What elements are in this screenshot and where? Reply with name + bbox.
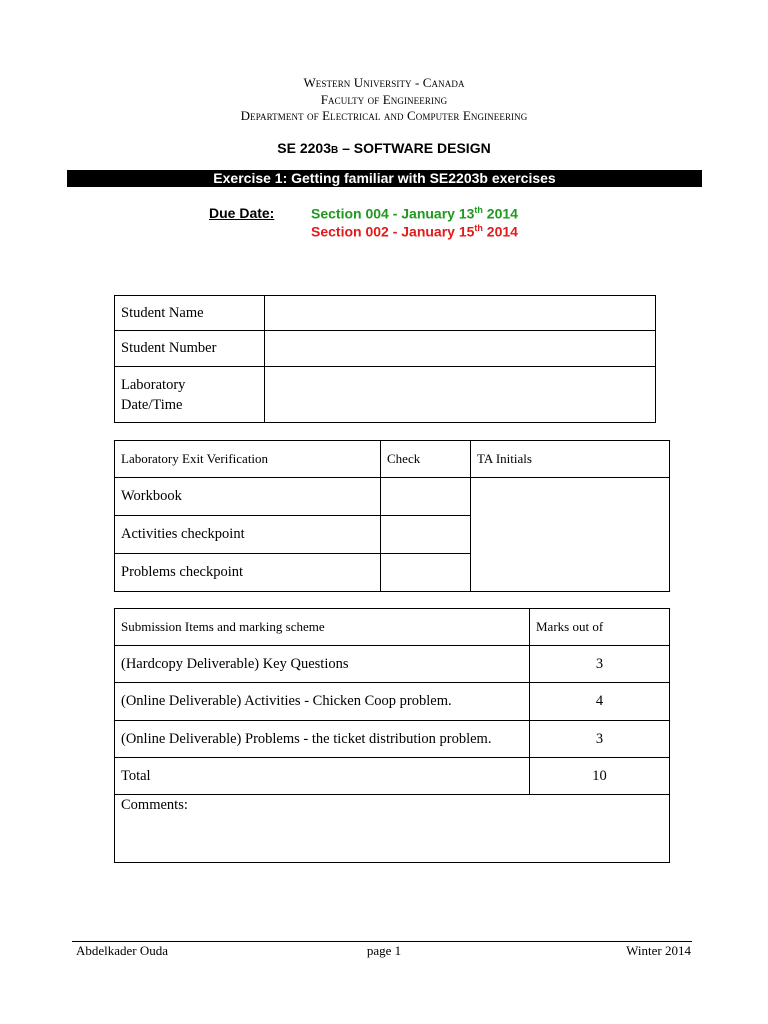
exit-header-item: Laboratory Exit Verification xyxy=(115,441,381,478)
exit-header-ta: TA Initials xyxy=(471,441,670,478)
student-number-label: Student Number xyxy=(115,331,265,367)
exit-row-workbook: Workbook xyxy=(115,478,381,516)
exit-row-problems: Problems checkpoint xyxy=(115,554,381,592)
course-code-suffix: B xyxy=(331,145,339,156)
comments-label: Comments: xyxy=(121,797,188,813)
footer-term: Winter 2014 xyxy=(626,943,691,958)
due-section-004-year: 2014 xyxy=(482,205,518,222)
student-name-field[interactable] xyxy=(265,296,656,331)
due-section-004-sup: th xyxy=(474,205,483,215)
marking-marks: 3 xyxy=(530,646,670,683)
due-date-label: Due Date: xyxy=(209,205,275,221)
course-name: – SOFTWARE DESIGN xyxy=(338,140,491,156)
footer-author: Abdelkader Ouda xyxy=(76,943,169,958)
student-info-table xyxy=(114,295,656,423)
comments-field[interactable] xyxy=(115,795,670,863)
student-number-field[interactable] xyxy=(265,331,656,367)
student-name-label: Student Name xyxy=(115,296,265,331)
due-section-002-year: 2014 xyxy=(482,223,518,240)
footer-page-number: page 1 xyxy=(366,943,402,958)
lab-datetime-field[interactable] xyxy=(265,367,656,423)
exit-verification-table xyxy=(114,440,670,592)
marking-item: (Online Deliverable) Activities - Chicken Coop problem. xyxy=(115,683,530,721)
marking-total-marks: 10 xyxy=(530,758,670,795)
due-section-004 xyxy=(311,205,518,222)
exit-header-check: Check xyxy=(381,441,471,478)
marking-marks: 3 xyxy=(530,721,670,758)
course-code: SE 2203 xyxy=(277,140,331,156)
due-section-002 xyxy=(311,223,518,240)
header-department: Department of Electrical and Computer Engineering xyxy=(240,108,528,123)
due-section-002-sup: th xyxy=(474,223,483,233)
marking-header-items: Submission Items and marking scheme xyxy=(115,609,530,646)
exit-check-activities[interactable] xyxy=(381,516,471,554)
marking-item: (Online Deliverable) Problems - the ticket distribution problem. xyxy=(115,721,530,758)
course-title xyxy=(0,140,768,156)
marking-total-label: Total xyxy=(115,758,530,795)
marking-scheme-table xyxy=(114,608,670,863)
footer-rule xyxy=(72,941,692,942)
header-faculty: Faculty of Engineering xyxy=(320,92,448,107)
marking-header-marks: Marks out of xyxy=(530,609,670,646)
exit-row-activities: Activities checkpoint xyxy=(115,516,381,554)
ta-initials-field[interactable] xyxy=(471,478,670,592)
exit-check-workbook[interactable] xyxy=(381,478,471,516)
exit-check-problems[interactable] xyxy=(381,554,471,592)
exercise-title-bar: Exercise 1: Getting familiar with SE2203b exercises xyxy=(67,170,702,187)
marking-marks: 4 xyxy=(530,683,670,721)
header-university: Western University - Canada xyxy=(303,75,465,90)
due-section-002-text: Section 002 - January 15 xyxy=(311,223,475,240)
marking-item: (Hardcopy Deliverable) Key Questions xyxy=(115,646,530,683)
lab-datetime-label: Laboratory Date/Time xyxy=(115,367,265,423)
due-section-004-text: Section 004 - January 13 xyxy=(311,205,475,222)
